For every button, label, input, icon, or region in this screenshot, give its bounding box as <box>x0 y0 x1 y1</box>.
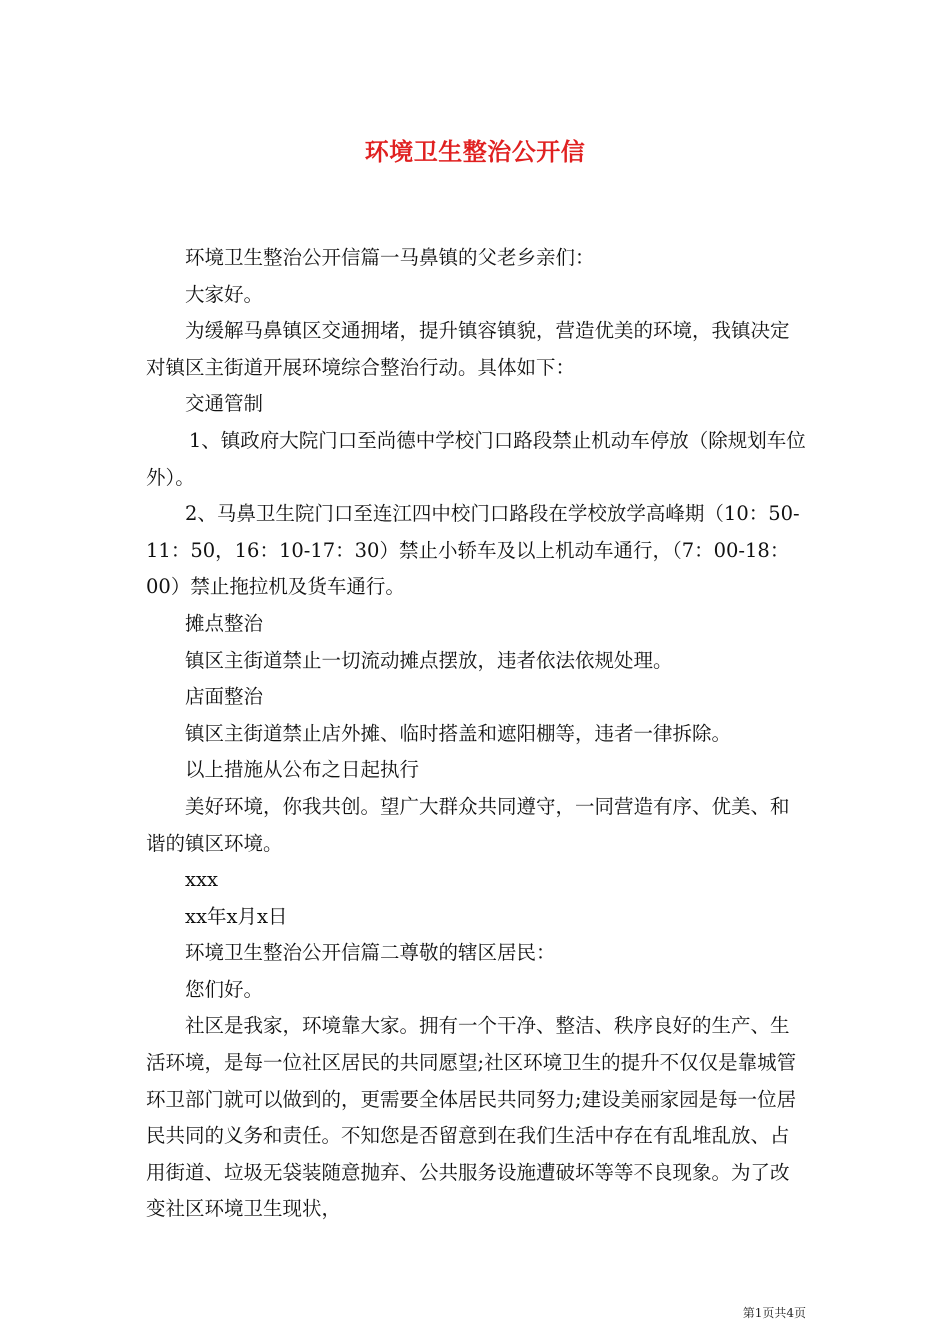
page-number: 第1页共4页 <box>742 1306 806 1320</box>
section-heading-traffic: 交通管制 <box>185 392 264 416</box>
paragraph-shopfront: 镇区主街道禁止店外摊、临时搭盖和遮阳棚等，违者一律拆除。 <box>185 721 732 745</box>
paragraph-greeting-1: 环境卫生整治公开信篇一马鼻镇的父老乡亲们： <box>185 246 595 269</box>
signature-date: xx年x月x日 <box>185 904 288 928</box>
section-heading-shopfront: 店面整治 <box>185 685 264 709</box>
paragraph-community: 社区是我家，环境靠大家。拥有一个干净、整洁、秩序良好的生产、生活环境，是每一位社区居民的共同愿望;社区环境卫生的提升不仅仅是靠城管环卫部门就可以做到的，更需要全体居民共同努力;建设美丽家园是每一位居民共同的义务和责任。不知您是否留意到在我们生活中存在有乱堆乱放、占用街道、垃圾无袋装随意抛弃、公共服务设施遭破坏等等不良现象。为了改变社区环境卫生现状， <box>146 1014 797 1221</box>
signature-name: xxx <box>185 868 218 892</box>
paragraph-stalls: 镇区主街道禁止一切流动摊点摆放，违者依法依规处理。 <box>185 648 673 672</box>
paragraph-closing: 美好环境，你我共创。望广大群众共同遵守，一同营造有序、优美、和谐的镇区环境。 <box>146 794 790 855</box>
paragraph-greeting-2: 环境卫生整治公开信篇二尊敬的辖区居民： <box>185 941 556 965</box>
paragraph-hello-1: 大家好。 <box>185 282 264 306</box>
paragraph-hello-2: 您们好。 <box>185 977 264 1001</box>
paragraph-traffic-item-2: 2、马鼻卫生院门口至连江四中校门口路段在学校放学高峰期（10：50-11：50，16：10-17：30）禁止小轿车及以上机动车通行，（7：00-18：00）禁止拖拉机及货车通行。 <box>146 502 800 599</box>
document-body <box>146 240 806 1228</box>
document-title: 环境卫生整治公开信 <box>364 137 586 166</box>
paragraph-intro: 为缓解马鼻镇区交通拥堵，提升镇容镇貌，营造优美的环境，我镇决定对镇区主街道开展环境综合整治行动。具体如下： <box>146 319 790 379</box>
section-heading-stalls: 摊点整治 <box>185 611 264 635</box>
paragraph-effective: 以上措施从公布之日起执行 <box>185 758 420 782</box>
paragraph-traffic-item-1: 1、镇政府大院门口至尚德中学校门口路段禁止机动车停放（除规划车位外）。 <box>146 428 806 489</box>
